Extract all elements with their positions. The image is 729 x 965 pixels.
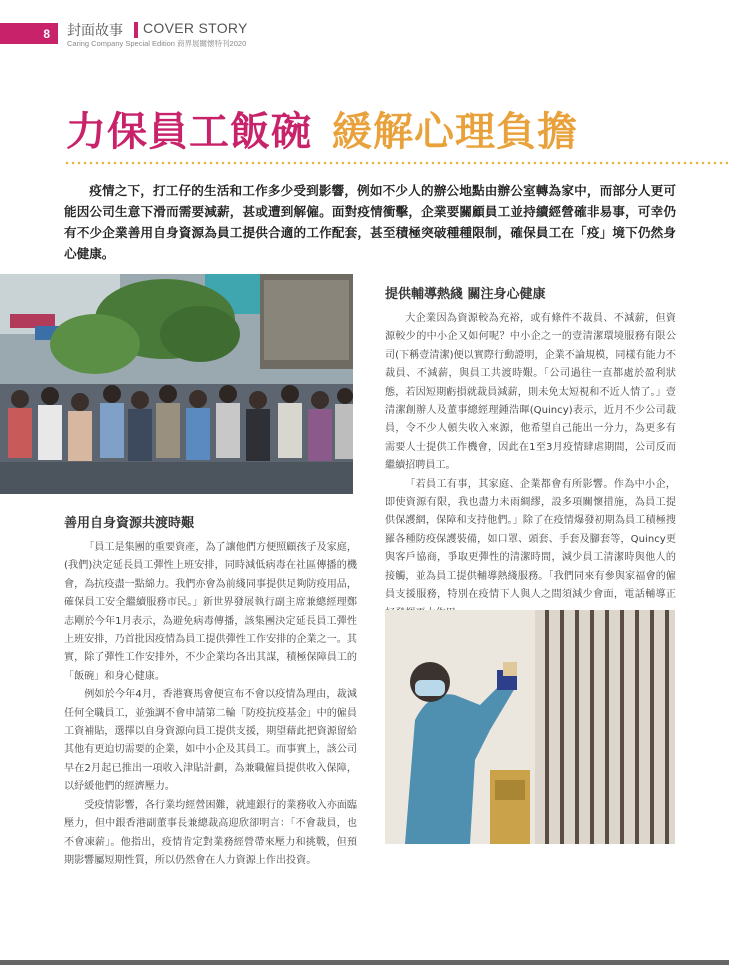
left-paragraph-1: 「員工是集團的重要資產，為了讓他們方便照顧孩子及家庭，(我們)決定延長員工彈性上班安排，同時減低病毒在社區傳播的機會，為抗疫盡一點綿力。我們亦會為前綫同事提供足夠防疫用品，確保員工安全繼續服務市民。」新世界發展執行副主席兼總經理鄭志剛於今年1月表示，為避免病毒傳播，該集團決定延長員工彈性上班安排，乃首批因疫情為員工提供彈性工作安排的企業之一。其實，除了彈性工作安排外，不少企業均各出其謀，積極保障員工的「飯碗」和身心健康。 — [64, 542, 357, 682]
section-divider — [134, 22, 138, 38]
cleaning-worker-photo — [385, 610, 675, 844]
section-label-cn: 封面故事 — [67, 23, 123, 39]
page-number: 8 — [0, 23, 58, 44]
intro-paragraph: 疫情之下，打工仔的生活和工作多少受到影響，例如不少人的辦公地點由辦公室轉為家中，而部分人更可能因公司生意下滑而需要減薪，甚或遭到解僱。面對疫情衝擊，企業要關顧員工並持續經營確非易事，可幸仍有不少企業善用自身資源為員工提供合適的工作配套，甚至積極突破種種限制，確保員工在「疫」境下仍然身心健康。 — [64, 183, 676, 261]
publication-subtitle: Caring Company Special Edition 商界展關懷特刊2020 — [67, 39, 247, 48]
title-part-1: 力保員工飯碗 — [66, 109, 312, 155]
article-title — [66, 100, 578, 157]
dotted-divider — [64, 161, 728, 165]
crowd-photo — [0, 274, 353, 494]
section-label-en: COVER STORY — [143, 20, 248, 36]
right-subheading: 提供輔導熱綫 關注身心健康 — [385, 287, 546, 302]
left-subheading: 善用自身資源共渡時艱 — [64, 516, 195, 531]
left-column — [64, 512, 357, 870]
right-column — [385, 283, 676, 623]
title-part-2: 緩解心理負擔 — [332, 109, 578, 155]
page-bottom-border — [0, 960, 729, 965]
left-paragraph-3: 受疫情影響，各行業均經營困難，就連銀行的業務收入亦面臨壓力，但中銀香港副董事長兼總裁高迎欣卻明言：「不會裁員，也不會凍薪」。他指出，疫情肯定對業務經營帶來壓力和挑戰，但預期影響屬短期性質，所以仍然會在人力資源上作出投資。 — [64, 799, 357, 866]
right-paragraph-2: 「若員工有事，其家庭、企業都會有所影響。作為中小企，即使資源有限，我也盡力未雨綢繆，設多項關懷措施，為員工提供保護網，保障和支持他們。」除了在疫情爆發初期為員工積極搜羅各種防疫保護裝備，如口罩、頭套、手套及腳套等，Quincy更與客戶協商，爭取更彈性的清潔時間，減少員工清潔時與他人的接觸，並為員工提供輔導熱綫服務。「我們同來有參與家福會的僱員支援服務，特別在疫情下人與人之間須減少會面，電話輔導正 — [385, 478, 676, 601]
right-paragraph-1: 大企業因為資源較為充裕，或有條件不裁員、不減薪，但資源較少的中小企又如何呢？中小企之一的壹清潔環境服務有限公司(下稱壹清潔)便以實際行動證明，企業不論規模，同樣有能力不裁員、不減薪，與員工共渡時艱。「公司過往一直都處於盈利狀態，若因短期虧損就裁員減薪，則未免太短視和不近人情了。」壹清潔創辦人及董事總經理鍾浩暉(Quincy)表示，近月不少公司裁員，令不少人頓失收入來源，他希望自己能出一分力，為更多有需要人士提供工作機會，因此在1至3月疫情肆虐期間，公司反而繼續招聘員工。 — [385, 313, 676, 472]
left-paragraph-2: 例如於今年4月，香港賽馬會便宣布不會以疫情為理由，裁減任何全職員工，並強調不會申請第二輪「防疫抗疫基金」中的僱員工資補貼，選擇以自身資源向員工提供支援，期望藉此把資源留給其他有更迫切需要的企業，如中小企及其員工。而事實上，該公司早在2月起已推出一項收入津貼計劃，為兼職僱員提供收入保障，以紓緩他們的經濟壓力。 — [64, 689, 357, 793]
